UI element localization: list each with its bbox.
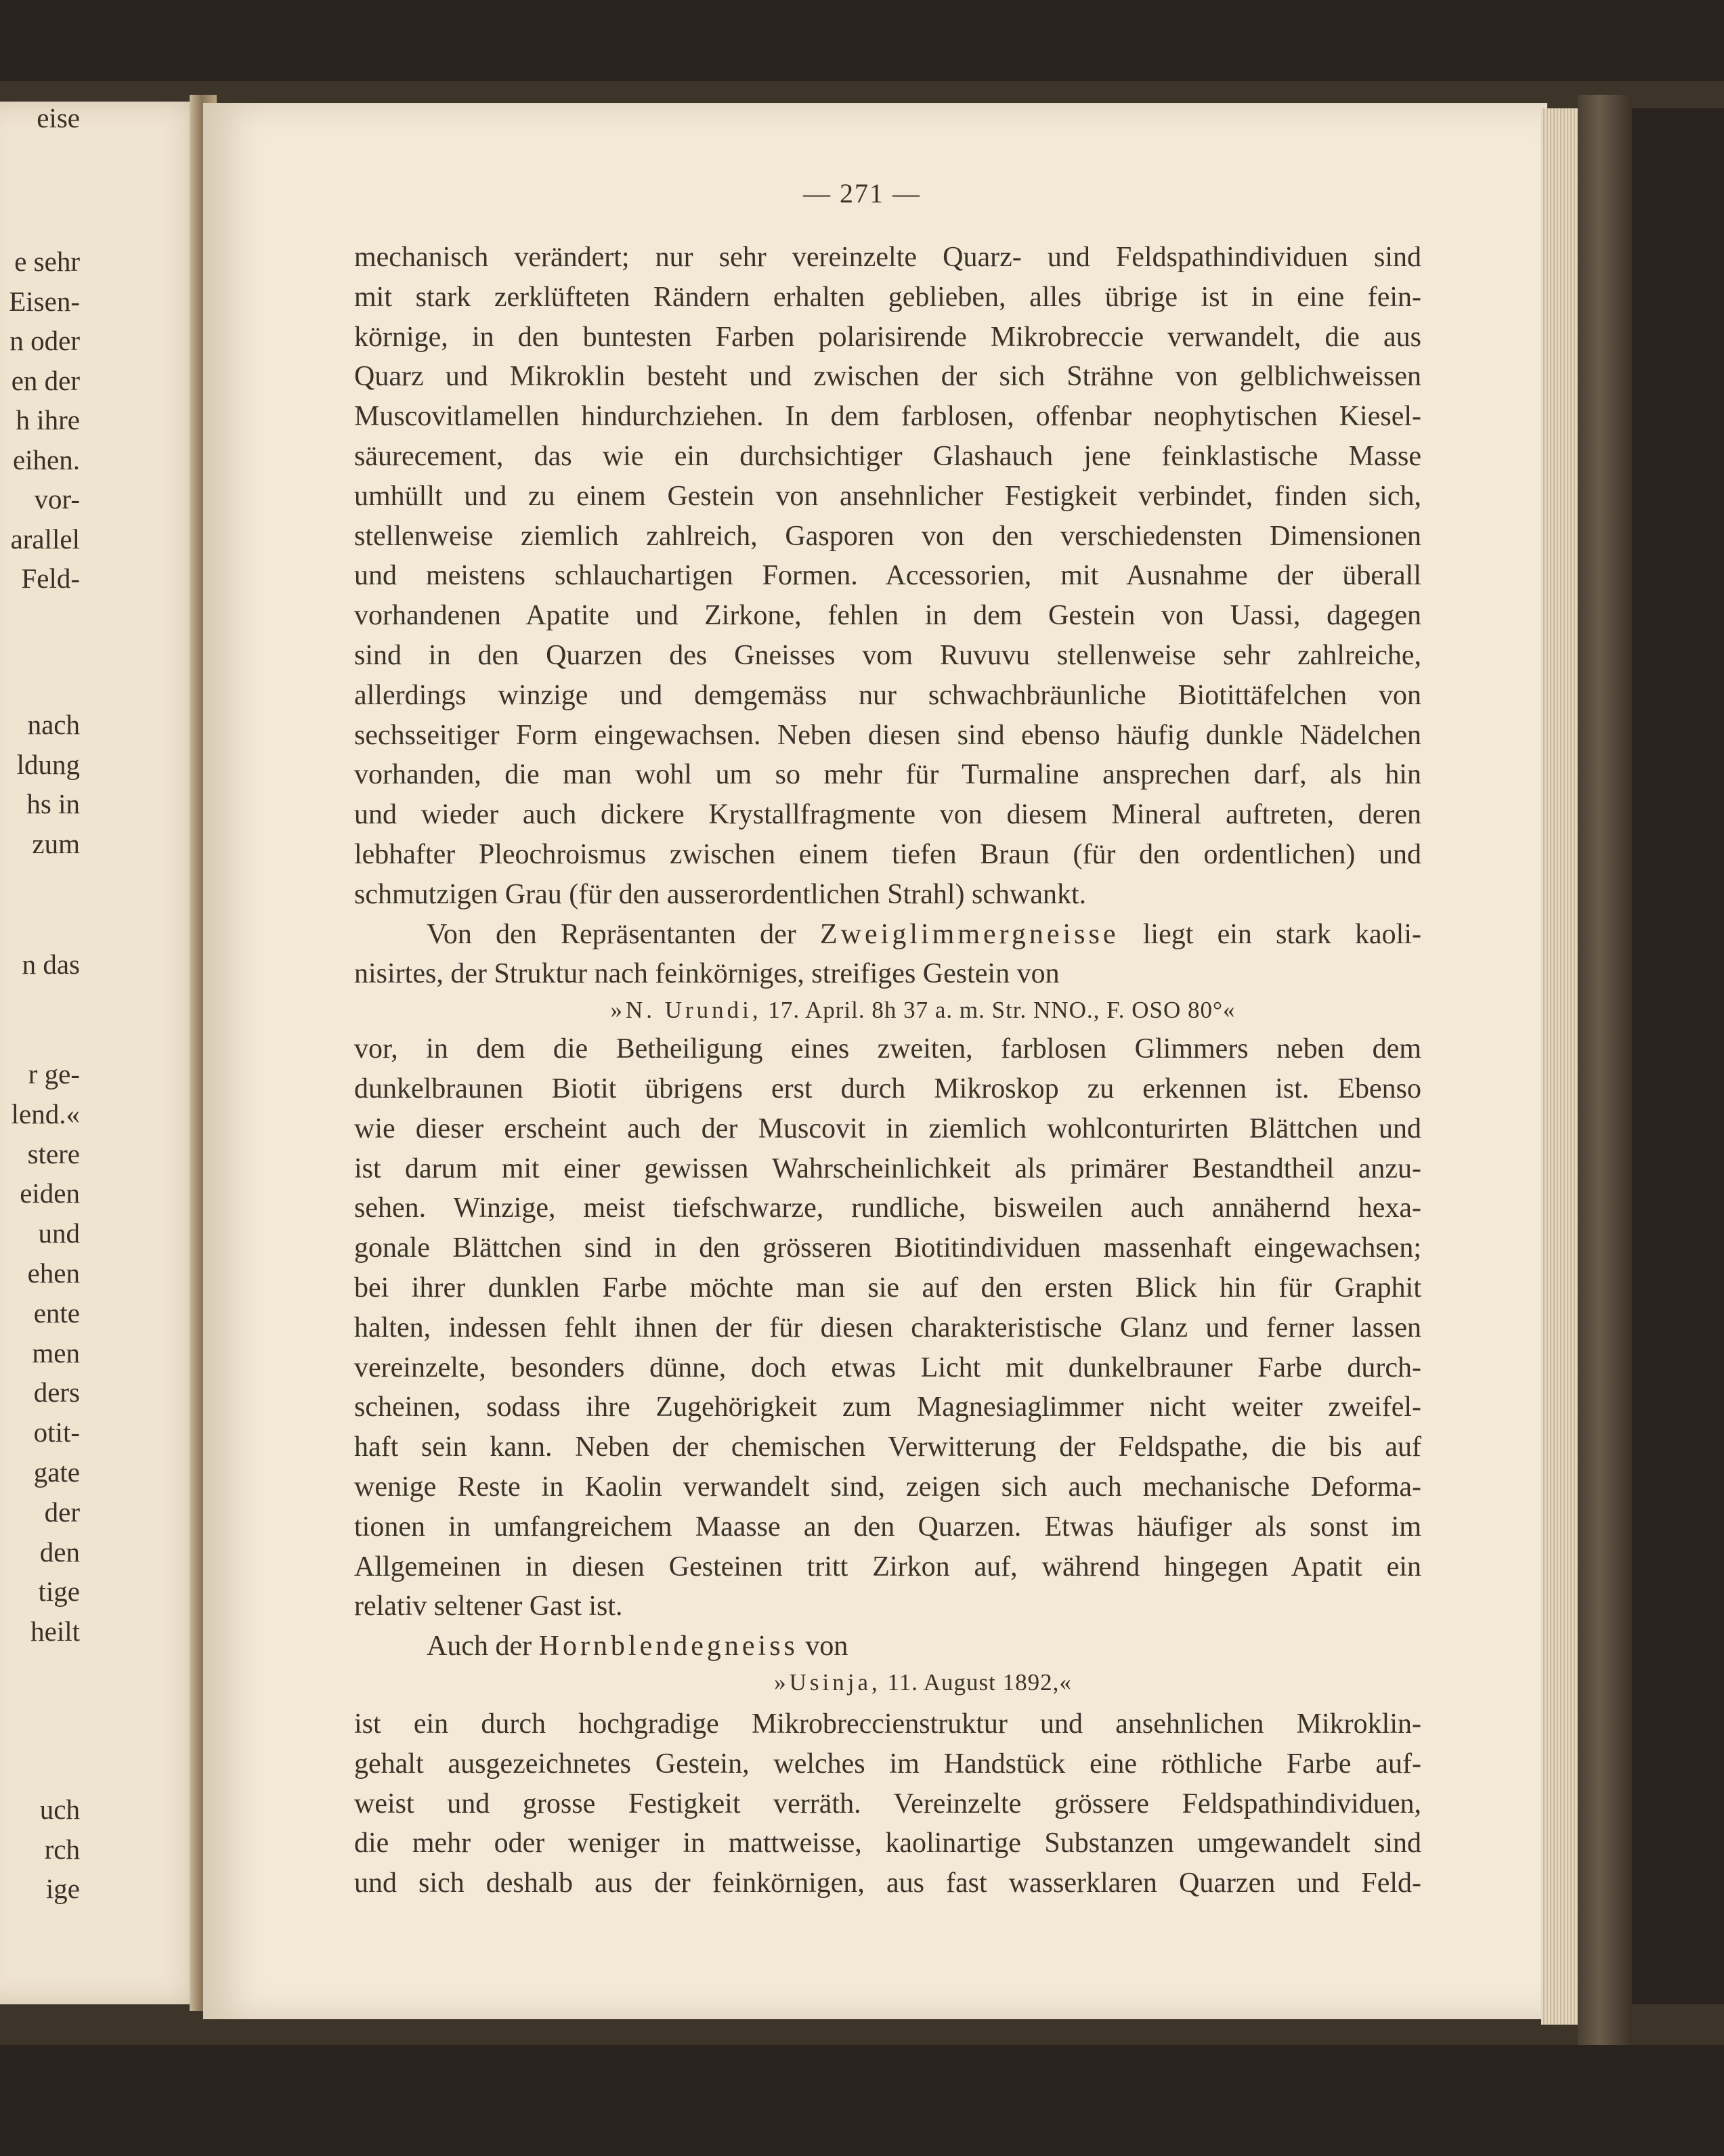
sample-details: 17. April. 8h 37 a. m. Str. NNO., F. OSO 80°« (768, 997, 1236, 1024)
left-page-fragment: heilt (30, 1616, 80, 1647)
intro-text: liegt ein stark kaoli- (1142, 918, 1421, 950)
book-spine (1578, 95, 1632, 2045)
body-text-line: Allgemeinen in diesen Gesteinen tritt Zirkon auf, während hingegen Apatit ein (354, 1551, 1421, 1582)
rock-type-term: Hornblendegneiss (538, 1631, 798, 1662)
body-text-line: Quarz und Mikroklin besteht und zwischen der sich Strähne von gelblichweissen (354, 361, 1421, 393)
body-text-line: ist darum mit einer gewissen Wahrscheinlichkeit als primärer Bestandtheil anzu- (354, 1152, 1421, 1184)
left-page-fragment: ldung (16, 748, 80, 780)
body-text-line: relativ seltener Gast ist. (354, 1591, 623, 1622)
left-page-fragment: der (44, 1496, 80, 1528)
body-text-line: nisirtes, der Struktur nach feinkörniges, streifiges Gestein von (354, 958, 1060, 990)
body-text-line: dunkelbraunen Biotit übrigens erst durch Mikroskop zu erkennen ist. Ebenso (354, 1073, 1421, 1104)
body-text-line: gonale Blättchen sind in den grösseren Biotitindividuen massenhaft eingewachsen; (354, 1232, 1421, 1264)
left-page-fragment: n oder (9, 325, 80, 356)
body-text-line: sehen. Winzige, meist tiefschwarze, rundliche, bisweilen auch annähernd hexa- (354, 1192, 1421, 1224)
body-text-line: haft sein kann. Neben der chemischen Verwitterung der Feldspathe, die bis auf (354, 1431, 1421, 1463)
body-text-line: körnige, in den buntesten Farben polarisirende Mikrobreccie verwandelt, die aus (354, 321, 1421, 353)
body-text-line: bei ihrer dunklen Farbe möchte man sie auf den ersten Blick hin für Graphit (354, 1272, 1421, 1303)
left-page (0, 102, 211, 2004)
body-text-line: weist und grosse Festigkeit verräth. Vereinzelte grössere Feldspathindividuen, (354, 1788, 1421, 1819)
intro-text: von (805, 1631, 848, 1662)
left-page-fragment: den (39, 1536, 80, 1568)
left-page-fragment: h ihre (16, 404, 80, 435)
left-page-fragment: eise (37, 102, 80, 133)
left-page-fragment: Feld- (21, 563, 80, 594)
body-text-line: halten, indessen fehlt ihnen der für diesen charakteristische Glanz und ferner lassen (354, 1312, 1421, 1343)
body-text-line: die mehr oder weniger in mattweisse, kaolinartige Substanzen umgewandelt sind (354, 1828, 1421, 1859)
body-text-line: und sich deshalb aus der feinkörnigen, aus fast wasserklaren Quarzen und Feld- (354, 1868, 1421, 1899)
left-page-fragment: lend.« (11, 1098, 80, 1129)
rock-type-term: Zweiglimmergneisse (820, 918, 1119, 950)
left-page-fragment: hs in (26, 788, 80, 819)
body-text-line: Muscovitlamellen hindurchziehen. In dem farblosen, offenbar neophytischen Kiesel- (354, 401, 1421, 433)
left-page-fragment: ders (33, 1377, 80, 1408)
left-page-fragment: vor- (34, 483, 80, 515)
body-text-line: wenige Reste in Kaolin verwandelt sind, zeigen sich auch mechanische Deforma- (354, 1471, 1421, 1503)
left-page-fragment: rch (44, 1833, 80, 1865)
left-page-fragment: ige (45, 1873, 80, 1904)
body-text-line: scheinen, sodass ihre Zugehörigkeit zum Magnesiaglimmer nicht weiter zweifel- (354, 1392, 1421, 1423)
body-text-line: und wieder auch dickere Krystallfragmente von diesem Mineral auftreten, deren (354, 799, 1421, 831)
body-text-line: umhüllt und zu einem Gestein von ansehnlicher Festigkeit verbindet, finden sich, (354, 480, 1421, 512)
left-page-fragment: eiden (20, 1178, 80, 1209)
left-page-fragment: und (38, 1217, 80, 1249)
left-page-fragment: otit- (33, 1417, 80, 1448)
body-text-line: allerdings winzige und demgemäss nur schwachbräunliche Biotittäfelchen von (354, 679, 1421, 711)
body-text-line: gehalt ausgezeichnetes Gestein, welches im Handstück eine röthliche Farbe auf- (354, 1748, 1421, 1780)
locality-name: »N. Urundi, (610, 997, 762, 1024)
paragraph-intro-line (427, 1630, 1421, 1662)
intro-text: Auch der (427, 1631, 532, 1662)
body-text-line: sechsseitiger Form eingewachsen. Neben diesen sind ebenso häufig dunkle Nädelchen (354, 719, 1421, 751)
body-text-line: stellenweise ziemlich zahlreich, Gasporen von den verschiedensten Dimensionen (354, 520, 1421, 552)
page-edges (1541, 108, 1582, 2025)
left-page-fragment: gate (33, 1457, 80, 1488)
body-text-line: vorhanden, die man wohl um so mehr für Turmaline ansprechen darf, als hin (354, 759, 1421, 791)
locality-name: »Usinja, (774, 1669, 881, 1696)
body-text-line: wie dieser erscheint auch der Muscovit in ziemlich wohlconturirten Blättchen und (354, 1113, 1421, 1144)
body-text-line: lebhafter Pleochroismus zwischen einem tiefen Braun (für den ordentlichen) und (354, 839, 1421, 870)
body-text-line: mit stark zerklüfteten Rändern erhalten geblieben, alles übrige ist in eine fein- (354, 281, 1421, 313)
left-page-fragment: arallel (10, 523, 80, 555)
body-text-line: vor, in dem die Betheiligung eines zweiten, farblosen Glimmers neben dem (354, 1033, 1421, 1065)
body-text-line: und meistens schlauchartigen Formen. Accessorien, mit Ausnahme der überall (354, 560, 1421, 592)
left-page-fragment: zum (32, 827, 80, 859)
left-page-fragment: eihen. (12, 444, 80, 475)
left-page-fragment: ehen (27, 1257, 80, 1289)
sample-locality-caption (0, 996, 1724, 1025)
left-page-fragment: en der (11, 364, 80, 396)
left-page-fragment: tige (38, 1576, 80, 1608)
intro-text: Von den Repräsentanten der (427, 918, 796, 950)
paragraph-intro-line (427, 918, 1421, 951)
left-page-fragment: nach (27, 709, 80, 740)
left-page-fragment: n das (22, 949, 80, 980)
left-page-fragment: r ge- (28, 1058, 80, 1090)
body-text-line: mechanisch verändert; nur sehr vereinzelte Quarz- und Feldspathindividuen sind (354, 242, 1421, 273)
page-number: — 271 — (803, 178, 921, 209)
left-page-fragment: ente (33, 1297, 80, 1329)
left-page-fragment: men (32, 1337, 80, 1368)
body-text-line: tionen in umfangreichem Maasse an den Quarzen. Etwas häufiger als sonst im (354, 1511, 1421, 1543)
body-text-line: sind in den Quarzen des Gneisses vom Ruvuvu stellenweise sehr zahlreiche, (354, 640, 1421, 671)
left-page-fragment: Eisen- (9, 285, 80, 317)
sample-locality-caption (0, 1668, 1724, 1697)
body-text-line: schmutzigen Grau (für den ausserordentlichen Strahl) schwankt. (354, 878, 1087, 910)
left-page-fragment: stere (27, 1138, 80, 1169)
body-text-line: vorhandenen Apatite und Zirkone, fehlen in dem Gestein von Uassi, dagegen (354, 600, 1421, 632)
body-text-line: ist ein durch hochgradige Mikrobreccienstruktur und ansehnlichen Mikroklin- (354, 1708, 1421, 1740)
sample-details: 11. August 1892,« (887, 1669, 1072, 1696)
body-text-line: säurecement, das wie ein durchsichtiger Glashauch jene feinklastische Masse (354, 441, 1421, 472)
body-text-line: vereinzelte, besonders dünne, doch etwas Licht mit dunkelbrauner Farbe durch- (354, 1352, 1421, 1383)
left-page-fragment: uch (39, 1794, 80, 1825)
left-page-fragment: e sehr (14, 246, 80, 277)
